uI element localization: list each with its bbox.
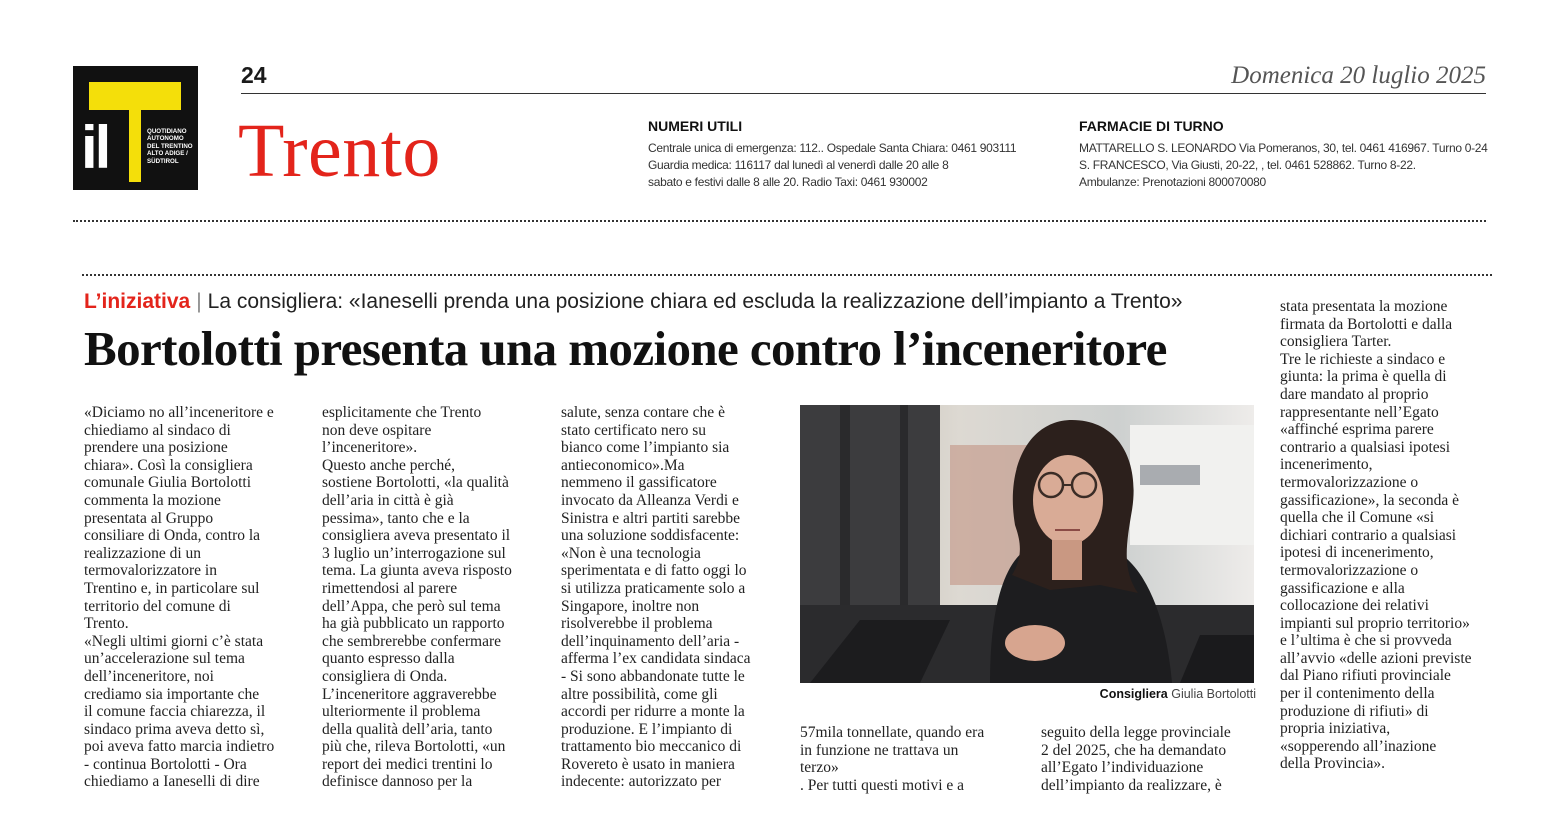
- farmacie-line: S. FRANCESCO, Via Giusti, 20-22, , tel. 0461 528862. Turno 8-22.: [1079, 158, 1416, 172]
- farmacie-line: MATTARELLO S. LEONARDO Via Pomeranos, 30, tel. 0461 416967. Turno 0-24: [1079, 141, 1488, 155]
- numeri-utili-line: Guardia medica: 116117 dal lunedì al venerdì dalle 20 alle 8: [648, 158, 949, 172]
- text-line: termovalorizzazione o: [1280, 561, 1419, 579]
- text-line: un’accelerazione sul tema: [84, 650, 245, 668]
- text-line: tema. La giunta aveva risposto: [322, 562, 512, 580]
- text-line: ipotesi di incenerimento,: [1280, 544, 1434, 562]
- text-line: sindaco prima aveva detto sì,: [84, 720, 265, 738]
- text-line: all’avvio «delle azioni previste: [1280, 649, 1472, 667]
- text-line: non deve ospitare: [322, 421, 432, 439]
- text-line: dal Piano rifiuti provinciale: [1280, 667, 1451, 685]
- text-line: presentata al Gruppo: [84, 509, 214, 527]
- text-line: consigliera Tarter.: [1280, 333, 1392, 351]
- text-line: sperimentata e di fatto oggi lo: [561, 562, 747, 580]
- numeri-utili-line: sabato e festivi dalle 8 alle 20. Radio Taxi: 0461 930002: [648, 175, 928, 189]
- text-line: ha già pubblicato un rapporto: [322, 615, 505, 633]
- text-line: produzione di rifiuti» di: [1280, 702, 1429, 720]
- numeri-utili-box: [648, 118, 1016, 191]
- text-line: Singapore, inoltre non: [561, 597, 700, 615]
- text-line: invocato da Alleanza Verdi e: [561, 491, 739, 509]
- text-line: per il contenimento della: [1280, 685, 1435, 703]
- text-line: più che, rileva Bortolotti, «un: [322, 738, 506, 756]
- text-line: della qualità dell’aria, tanto: [322, 720, 493, 738]
- text-line: Rovereto è usato in maniera: [561, 755, 735, 773]
- article-column-5: [1041, 724, 1231, 794]
- text-line: Trentino e, in particolare sul: [84, 579, 260, 597]
- text-line: Sinistra e altri partiti sarebbe: [561, 509, 741, 527]
- text-line: rappresentante nell’Egato: [1280, 403, 1439, 421]
- text-line: all’Egato l’individuazione: [1041, 759, 1204, 777]
- text-line: chiediamo a Ianeselli di dire: [84, 773, 260, 791]
- text-line: «Diciamo no all’inceneritore e: [84, 404, 274, 421]
- text-line: report dei medici trentini lo: [322, 755, 493, 773]
- article-kicker: [84, 290, 1182, 314]
- photo-illustration: [800, 405, 1254, 683]
- text-line: crediamo sia importante che: [84, 685, 260, 703]
- text-line: Tre le richieste a sindaco e: [1280, 350, 1446, 368]
- text-line: sostiene Bortolotti, «la qualità: [322, 474, 509, 492]
- kicker-separator: |: [196, 290, 202, 313]
- text-line: giunta: la prima è quella di: [1280, 368, 1447, 386]
- text-line: dell’Appa, che però sul tema: [322, 597, 501, 615]
- text-line: dell’impianto da realizzare, è: [1041, 776, 1222, 794]
- text-line: «Negli ultimi giorni c’è stata: [84, 632, 264, 650]
- text-line: «sopperendo all’inazione: [1280, 737, 1437, 755]
- logo-letters: il: [81, 114, 109, 181]
- text-line: pessima», tanto che e la: [322, 509, 470, 527]
- text-line: propria iniziativa,: [1280, 720, 1391, 738]
- text-line: territorio del comune di: [84, 597, 231, 615]
- text-line: dell’inquinamento dell’aria -: [561, 632, 740, 650]
- newspaper-logo: [73, 66, 198, 190]
- header-dotted-rule: [73, 220, 1486, 222]
- text-line: accordi per ridurre a monte la: [561, 703, 745, 721]
- text-line: prendere una posizione: [84, 439, 228, 457]
- text-line: e l’ultima è che si provveda: [1280, 632, 1452, 650]
- text-line: dichiari contrario a qualsiasi: [1280, 526, 1457, 544]
- text-line: - Si sono abbandonate tutte le: [561, 667, 745, 685]
- text-line: antieconomico».Ma: [561, 456, 685, 474]
- text-line: termovalorizzatore in: [84, 562, 217, 580]
- article-photo: [800, 405, 1254, 683]
- section-title: Trento: [238, 109, 441, 193]
- text-line: 2 del 2025, che ha demandato: [1041, 741, 1227, 759]
- text-line: l’inceneritore».: [322, 439, 418, 457]
- text-line: che sembrerebbe confermare: [322, 632, 501, 650]
- text-line: nemmeno il gassificatore: [561, 474, 717, 492]
- text-line: consiliare di Onda, contro la: [84, 527, 261, 545]
- article-column-6: [1280, 298, 1472, 773]
- logo-tagline: QUOTIDIANO AUTONOMO DEL TRENTINO ALTO ADIGE / SÜDTIROL: [147, 128, 193, 165]
- text-line: terzo»: [800, 759, 839, 777]
- text-line: bianco come l’impianto sia: [561, 439, 730, 457]
- text-line: stata presentata la mozione: [1280, 298, 1448, 315]
- text-line: afferma l’ex candidata sindaca: [561, 650, 751, 668]
- text-line: L’inceneritore aggraverebbe: [322, 685, 497, 703]
- text-line: contrario a qualsiasi ipotesi: [1280, 438, 1451, 456]
- text-line: ulteriormente il problema: [322, 703, 481, 721]
- text-line: trattamento bio meccanico di: [561, 738, 742, 756]
- text-line: dell’aria in città è già: [322, 491, 454, 509]
- text-line: commenta la mozione: [84, 491, 221, 509]
- text-line: poi aveva fatto marcia indietro: [84, 738, 275, 756]
- kicker-label: L’iniziativa: [84, 290, 191, 313]
- text-line: consigliera aveva presentato il: [322, 527, 511, 545]
- header-rule: [241, 93, 1486, 94]
- text-line: definisce dannoso per la: [322, 773, 473, 791]
- article-headline: Bortolotti presenta una mozione contro l’inceneritore: [84, 321, 1167, 376]
- photo-caption: [1100, 687, 1256, 701]
- caption-name: Giulia Bortolotti: [1171, 687, 1256, 701]
- text-line: Questo anche perché,: [322, 456, 455, 474]
- numeri-utili-line: Centrale unica di emergenza: 112.. Ospedale Santa Chiara: 0461 903111: [648, 141, 1017, 155]
- text-line: indecente: autorizzato per: [561, 773, 722, 791]
- text-line: comunale Giulia Bortolotti: [84, 474, 252, 492]
- text-line: incenerimento,: [1280, 456, 1373, 474]
- text-line: una soluzione soddisfacente:: [561, 527, 740, 545]
- text-line: stato certificato nero su: [561, 421, 707, 439]
- text-line: collocazione dei relativi: [1280, 597, 1429, 615]
- text-line: «Non è una tecnologia: [561, 544, 701, 562]
- article-column-2: [322, 404, 512, 791]
- text-line: si utilizza praticamente solo a: [561, 579, 746, 597]
- text-line: «affinché esprima parere: [1280, 421, 1434, 439]
- text-line: 57mila tonnellate, quando era: [800, 724, 985, 741]
- farmacie-title: FARMACIE DI TURNO: [1079, 118, 1224, 134]
- article-dotted-rule: [82, 274, 1492, 276]
- article-column-1: [84, 404, 274, 791]
- text-line: risolverebbe il problema: [561, 615, 713, 633]
- text-line: realizzazione di un: [84, 544, 202, 562]
- text-line: della Provincia».: [1280, 755, 1386, 773]
- text-line: - continua Bortolotti - Ora: [84, 755, 247, 773]
- numeri-utili-title: NUMERI UTILI: [648, 118, 743, 134]
- text-line: firmata da Bortolotti e dalla: [1280, 315, 1453, 333]
- text-line: salute, senza contare che è: [561, 404, 725, 421]
- text-line: consigliera di Onda.: [322, 667, 448, 685]
- page-number: 24: [241, 62, 267, 88]
- article-column-3: [561, 404, 750, 791]
- caption-label: Consigliera: [1099, 687, 1168, 701]
- farmacie-box: [1079, 118, 1488, 191]
- text-line: seguito della legge provinciale: [1041, 724, 1231, 741]
- farmacie-line: Ambulanze: Prenotazioni 800070080: [1079, 175, 1266, 189]
- text-line: impianti sul proprio territorio»: [1280, 614, 1470, 632]
- text-line: esplicitamente che Trento: [322, 404, 482, 421]
- text-line: altre possibilità, come gli: [561, 685, 718, 703]
- text-line: . Per tutti questi motivi e a: [800, 776, 965, 794]
- text-line: rimettendosi al parere: [322, 579, 458, 597]
- text-line: quella che il Comune «si: [1280, 509, 1435, 527]
- article-column-4: [800, 724, 984, 794]
- issue-date: Domenica 20 luglio 2025: [1231, 62, 1486, 89]
- text-line: gassificazione e alla: [1280, 579, 1405, 597]
- text-line: in funzione ne trattava un: [800, 741, 959, 759]
- text-line: dell’inceneritore, noi: [84, 667, 214, 685]
- text-line: il comune faccia chiarezza, il: [84, 703, 266, 721]
- text-line: gassificazione», la seconda è: [1280, 491, 1460, 509]
- text-line: produzione. E l’impianto di: [561, 720, 733, 738]
- text-line: dare mandato al proprio: [1280, 385, 1429, 403]
- text-line: chiara». Così la consigliera: [84, 456, 253, 474]
- kicker-text: La consigliera: «Ianeselli prenda una posizione chiara ed escluda la realizzazione dell’impianto a Trento»: [207, 290, 1183, 313]
- text-line: Trento.: [84, 615, 129, 633]
- text-line: termovalorizzazione o: [1280, 473, 1419, 491]
- text-line: chiediamo al sindaco di: [84, 421, 231, 439]
- text-line: 3 luglio un’interrogazione sul: [322, 544, 506, 562]
- text-line: quanto espresso dalla: [322, 650, 455, 668]
